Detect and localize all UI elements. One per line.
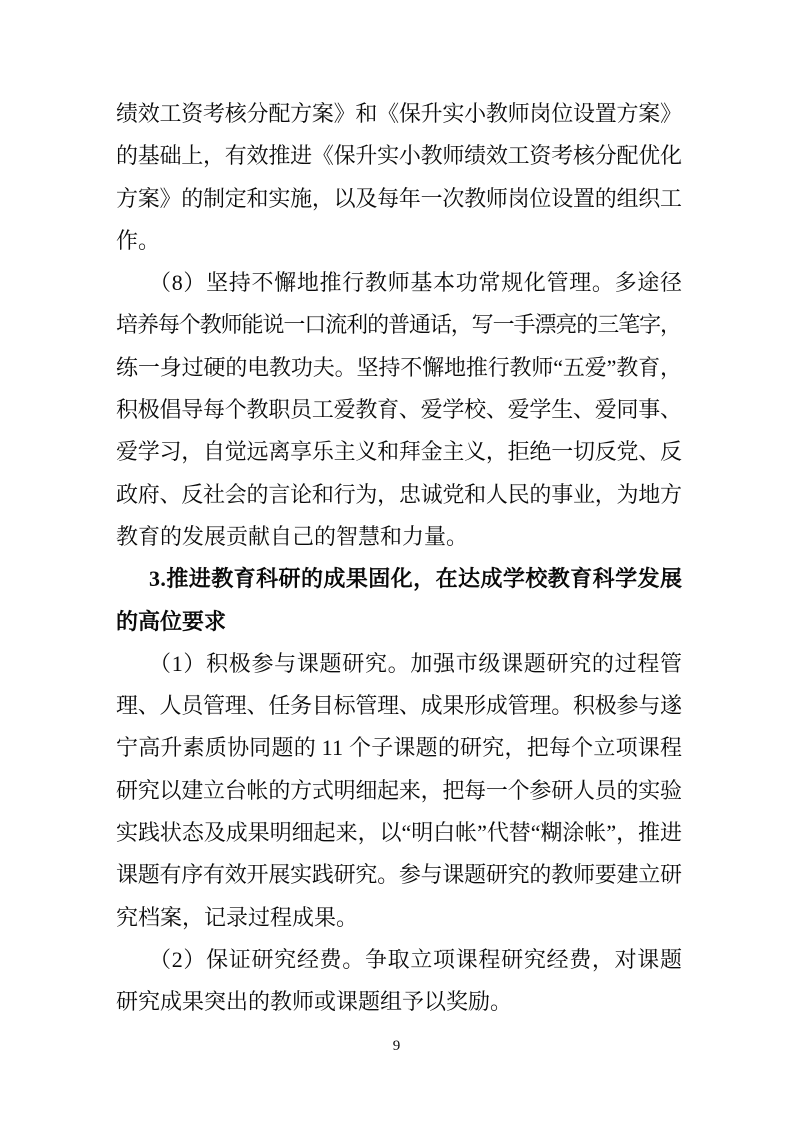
line-text: 方案》的制定和实施，以及每年一次教师岗位设置的组织工 bbox=[116, 185, 682, 211]
line-text: 练一身过硬的电教功夫。坚持不懈地推行教师“五爱”教育， bbox=[116, 354, 682, 380]
line-text: 实践状态及成果明细起来，以“明白帐”代替“糊涂帐”，推进 bbox=[116, 820, 682, 846]
line-text: 政府、反社会的言论和行为，忠诚党和人民的事业，为地方 bbox=[116, 481, 682, 507]
text-line bbox=[116, 854, 682, 896]
document-text-area bbox=[116, 93, 682, 1024]
text-line bbox=[116, 643, 682, 685]
text-line bbox=[116, 770, 682, 812]
text-line bbox=[116, 262, 682, 304]
text-line bbox=[116, 474, 682, 516]
text-line bbox=[116, 897, 682, 939]
line-text: （1）积极参与课题研究。加强市级课题研究的过程管 bbox=[149, 650, 683, 676]
text-line bbox=[116, 347, 682, 389]
line-text: 培养每个教师能说一口流利的普通话，写一手漂亮的三笔字， bbox=[116, 312, 681, 338]
text-line bbox=[116, 431, 682, 473]
line-text: 研究成果突出的教师或课题组予以奖励。 bbox=[116, 989, 513, 1015]
text-line bbox=[116, 981, 682, 1023]
line-text: 绩效工资考核分配方案》和《保升实小教师岗位设置方案》 bbox=[116, 101, 682, 126]
line-text: 的高位要求 bbox=[116, 608, 227, 634]
text-line bbox=[116, 135, 682, 177]
page-number: 9 bbox=[392, 1038, 401, 1054]
text-line bbox=[116, 516, 682, 558]
line-text: 爱学习，自觉远离享乐主义和拜金主义，拒绝一切反党、反 bbox=[116, 439, 682, 465]
line-text: 的基础上，有效推进《保升实小教师绩效工资考核分配优化 bbox=[116, 143, 682, 169]
line-text: 宁高升素质协同题的 11 个子课题的研究，把每个立项课程 bbox=[116, 735, 683, 761]
line-text: （2）保证研究经费。争取立项课程研究经费，对课题 bbox=[149, 946, 683, 972]
line-text: 作。 bbox=[116, 227, 161, 253]
text-line bbox=[116, 685, 682, 727]
text-line bbox=[116, 939, 682, 981]
line-text: 教育的发展贡献自己的智慧和力量。 bbox=[116, 523, 469, 549]
text-line bbox=[116, 727, 682, 769]
text-line bbox=[116, 178, 682, 220]
line-text: （8）坚持不懈地推行教师基本功常规化管理。多途径 bbox=[149, 270, 683, 296]
text-line bbox=[116, 93, 682, 135]
line-text: 积极倡导每个教职员工爱教育、爱学校、爱学生、爱同事、 bbox=[116, 397, 682, 423]
line-text: 课题有序有效开展实践研究。参与课题研究的教师要建立研 bbox=[116, 862, 682, 888]
text-line bbox=[116, 812, 682, 854]
line-text: 3.推进教育科研的成果固化，在达成学校教育科学发展 bbox=[149, 566, 683, 592]
heading-line bbox=[116, 558, 682, 600]
line-text: 理、人员管理、任务目标管理、成果形成管理。积极参与遂 bbox=[116, 693, 682, 719]
text-line bbox=[116, 304, 682, 346]
heading-line bbox=[116, 601, 682, 643]
line-text: 究档案，记录过程成果。 bbox=[116, 904, 359, 930]
line-text: 研究以建立台帐的方式明细起来，把每一个参研人员的实验 bbox=[116, 777, 682, 803]
text-line bbox=[116, 389, 682, 431]
text-line bbox=[116, 220, 682, 262]
